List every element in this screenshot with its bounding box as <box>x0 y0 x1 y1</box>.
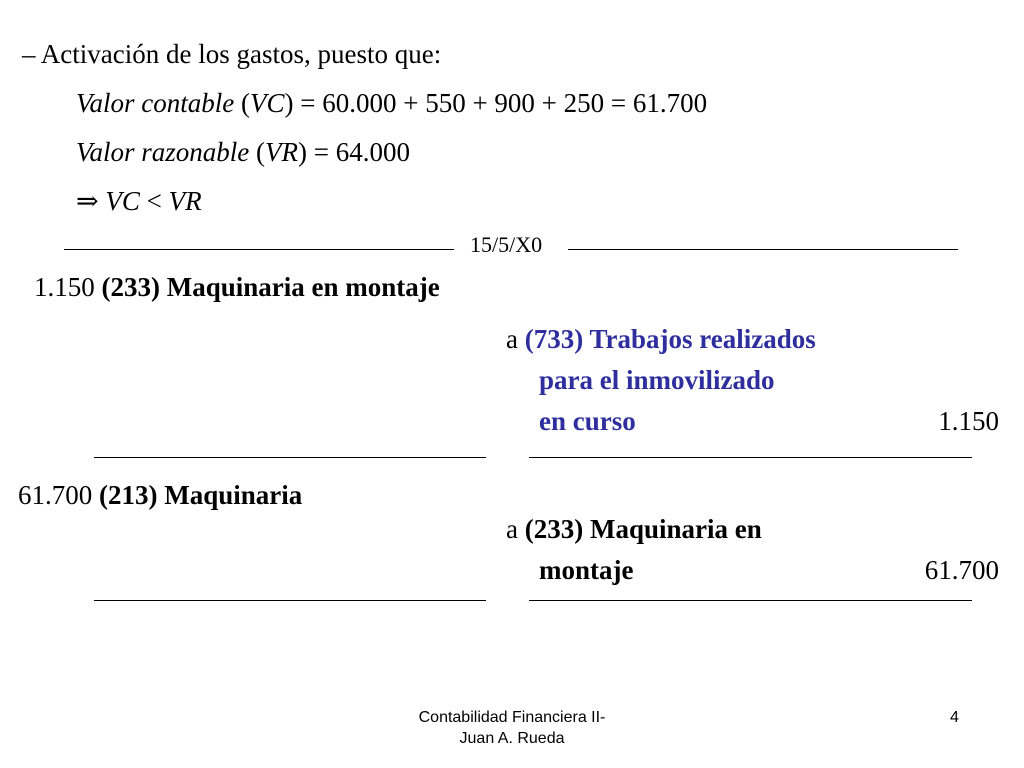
vc-close-paren: ) <box>284 88 294 118</box>
entry1-credit-line1 <box>506 323 816 355</box>
entry1-credit-account-line3: en curso <box>539 406 636 436</box>
vc-expression: = 60.000 + 550 + 900 + 250 = 61.700 <box>293 88 708 118</box>
formula-valor-razonable <box>76 136 410 168</box>
page-number: 4 <box>950 709 959 726</box>
intro-dash: – <box>22 39 36 69</box>
vc-label: Valor contable <box>76 88 235 118</box>
vr-expression: = 64.000 <box>307 137 410 167</box>
entry2-debit-amount: 61.700 <box>18 480 93 510</box>
entry1-credit-account-line1: (733) Trabajos realizados <box>524 324 816 354</box>
conclusion-line <box>76 185 202 217</box>
entry1-rule-left <box>94 457 486 458</box>
vr-label: Valor razonable <box>76 137 250 167</box>
footer-credit <box>362 707 662 749</box>
intro-line <box>22 38 441 70</box>
vc-abbr: VC <box>249 88 285 118</box>
entry2-debit <box>18 479 302 511</box>
entry2-credit-amount: 61.700 <box>924 555 999 585</box>
date-rule-left <box>64 249 454 250</box>
entry2-credit-account-line2: montaje <box>539 555 634 585</box>
vr-close-paren: ) <box>298 137 308 167</box>
formula-valor-contable <box>76 87 707 119</box>
entry2-debit-account: (213) Maquinaria <box>99 480 303 510</box>
entry2-credit-line1 <box>506 513 762 545</box>
entry2-credit-account-line1: (233) Maquinaria en <box>524 514 762 544</box>
vc-open-paren: ( <box>240 88 250 118</box>
footer-line1: Contabilidad Financiera II- <box>418 709 606 726</box>
implies-arrow-icon: ⇒ <box>76 186 99 216</box>
entry1-credit-account-line2: para el inmovilizado <box>539 365 775 395</box>
entry1-debit-amount: 1.150 <box>34 272 95 302</box>
conclusion-right: VR <box>168 186 202 216</box>
date-rule-right <box>568 249 958 250</box>
entry2-rule-right <box>529 600 972 601</box>
intro-text: Activación de los gastos, puesto que: <box>40 39 442 69</box>
vr-open-paren: ( <box>256 137 266 167</box>
entry1-debit-account: (233) Maquinaria en montaje <box>101 272 440 302</box>
entry2-credit-prefix: a <box>506 514 518 544</box>
conclusion-left: VC <box>105 186 140 216</box>
vr-abbr: VR <box>265 137 299 167</box>
entry2-rule-left <box>94 600 486 601</box>
conclusion-operator: < <box>146 186 162 216</box>
entry1-rule-right <box>529 457 972 458</box>
footer-line2: Juan A. Rueda <box>459 730 565 747</box>
journal-date: 15/5/X0 <box>470 232 543 257</box>
entry1-credit-prefix: a <box>506 324 518 354</box>
entry1-debit <box>34 271 440 303</box>
entry1-credit-amount: 1.150 <box>938 406 999 436</box>
